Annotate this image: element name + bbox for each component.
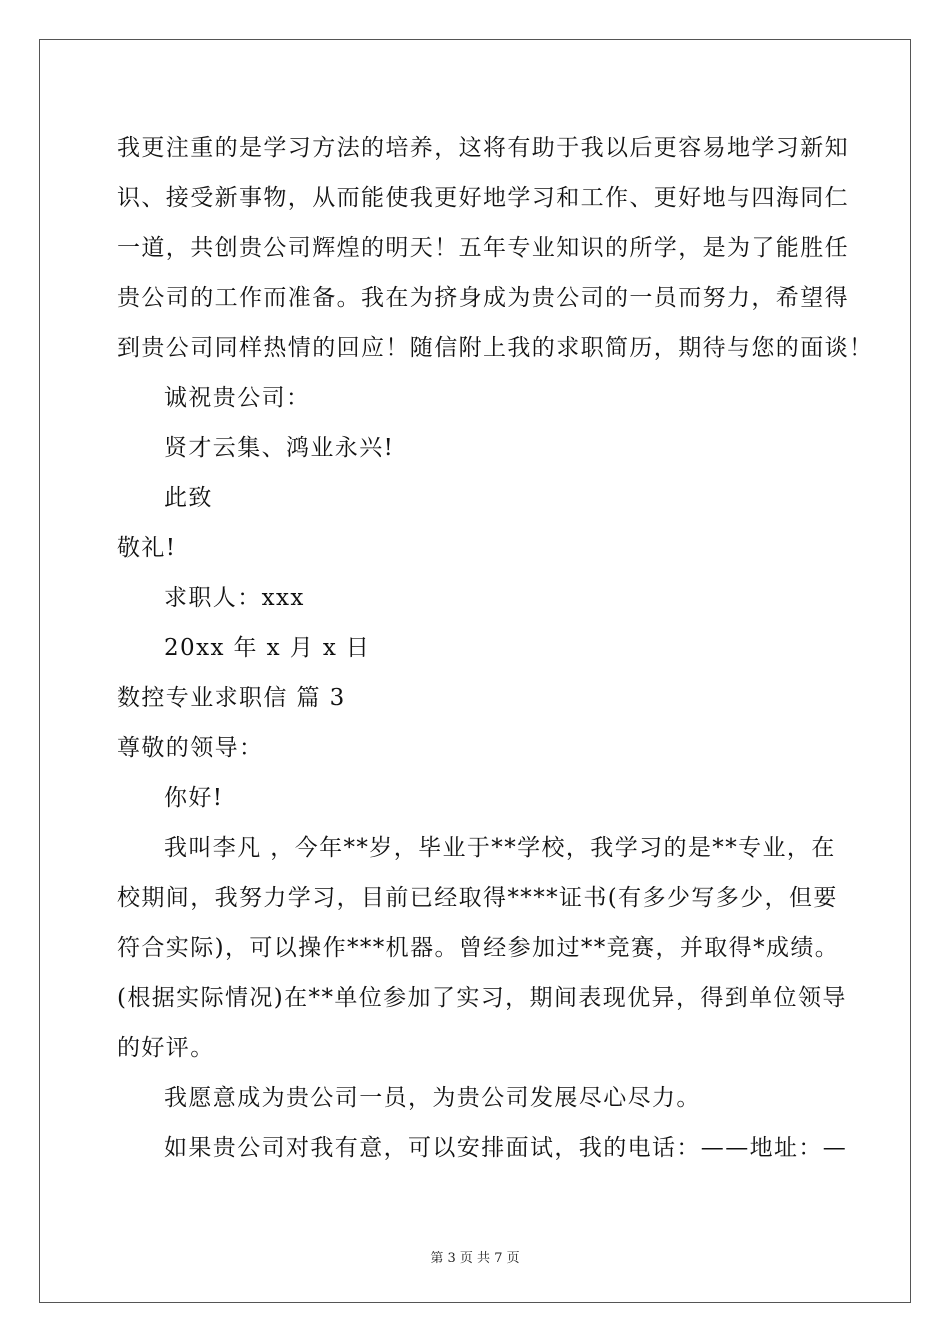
signature-name: 求职人：xxx bbox=[164, 585, 305, 611]
section-title: 数控专业求职信 篇 3 bbox=[117, 685, 346, 711]
paragraph-line: (根据实际情况)在**单位参加了实习，期间表现优异，得到单位领导 bbox=[117, 985, 847, 1011]
paragraph-line: 贵公司的工作而准备。我在为挤身成为贵公司的一员而努力，希望得 bbox=[117, 285, 849, 311]
paragraph-line: 符合实际)，可以操作***机器。曾经参加过**竞赛，并取得*成绩。 bbox=[117, 935, 840, 961]
salutation-line: 此致 bbox=[164, 485, 213, 511]
paragraph-line: 我叫李凡 ，今年**岁，毕业于**学校，我学习的是**专业，在 bbox=[164, 835, 836, 861]
closing-wish-line: 诚祝贵公司： bbox=[164, 385, 311, 411]
paragraph-line: 的好评。 bbox=[117, 1035, 215, 1061]
page-number-footer: 第 3 页 共 7 页 bbox=[430, 1251, 520, 1266]
closing-wish-line: 贤才云集、鸿业永兴! bbox=[164, 435, 395, 461]
letter-greeting: 你好! bbox=[164, 785, 224, 811]
signature-date: 20xx 年 x 月 x 日 bbox=[164, 635, 371, 661]
paragraph-line: 到贵公司同样热情的回应！随信附上我的求职简历，期待与您的面谈！ bbox=[117, 335, 874, 361]
paragraph-line: 校期间，我努力学习，目前已经取得****证书(有多少写多少，但要 bbox=[117, 885, 838, 911]
paragraph-line: 识、接受新事物，从而能使我更好地学习和工作、更好地与四海同仁 bbox=[117, 185, 849, 211]
letter-greeting: 尊敬的领导： bbox=[117, 735, 264, 761]
paragraph-line: 我更注重的是学习方法的培养，这将有助于我以后更容易地学习新知 bbox=[117, 135, 849, 161]
paragraph-line: 我愿意成为贵公司一员，为贵公司发展尽心尽力。 bbox=[164, 1085, 701, 1111]
paragraph-line: 如果贵公司对我有意，可以安排面试，我的电话：——地址：— bbox=[164, 1135, 848, 1161]
salutation-line: 敬礼! bbox=[117, 535, 177, 561]
paragraph-line: 一道，共创贵公司辉煌的明天！五年专业知识的所学，是为了能胜任 bbox=[117, 235, 849, 261]
document-body bbox=[117, 128, 874, 1178]
